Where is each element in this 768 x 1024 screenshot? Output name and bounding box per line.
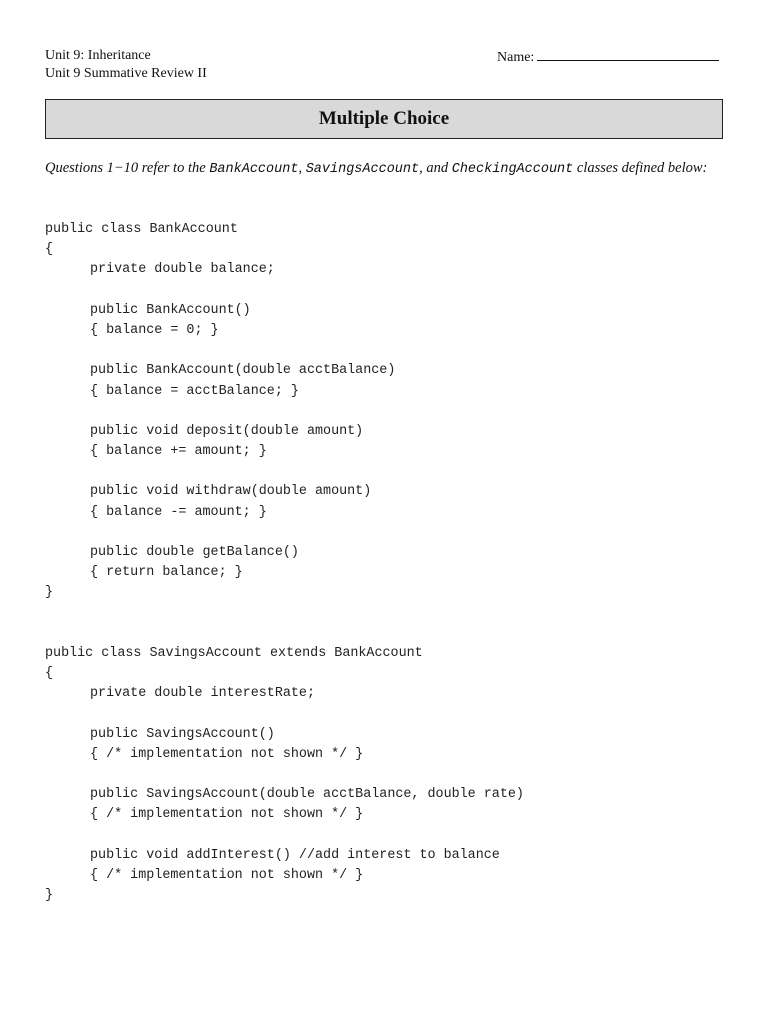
intro-paragraph — [45, 157, 725, 181]
code-line — [45, 341, 735, 361]
section-title: Multiple Choice — [318, 108, 450, 129]
code-line: { /* implementation not shown */ } — [90, 868, 364, 883]
code-line: private double balance; — [90, 262, 275, 278]
code-line: public BankAccount(double acctBalance) — [90, 363, 396, 379]
code-line: public BankAccount() — [90, 302, 251, 318]
code-line — [45, 604, 735, 624]
code-line: { balance += amount; } — [90, 444, 267, 460]
intro-class-checkingaccount: CheckingAccount — [451, 162, 574, 177]
code-line — [45, 705, 735, 725]
code-line — [45, 826, 735, 846]
code-line: { /* implementation not shown */ } — [90, 746, 364, 762]
code-line — [45, 523, 735, 543]
section-banner — [45, 99, 723, 139]
code-line: { balance = 0; } — [90, 322, 219, 338]
intro-class-savingsaccount: SavingsAccount — [305, 162, 420, 177]
code-line: public SavingsAccount(double acctBalance, double rate) — [90, 787, 524, 803]
code-line: public void deposit(double amount) — [90, 423, 364, 439]
code-line — [45, 402, 735, 422]
code-line — [45, 462, 735, 482]
review-title: Unit 9 Summative Review II — [45, 66, 207, 81]
intro-separator: , — [298, 160, 306, 176]
name-label: Name: — [497, 50, 535, 65]
document-header — [45, 47, 207, 83]
code-line — [45, 281, 735, 301]
code-line: public class SavingsAccount extends BankAccount — [45, 645, 423, 661]
code-line: { return balance; } — [90, 565, 243, 581]
code-line: { /* implementation not shown */ } — [90, 807, 364, 823]
code-line: public SavingsAccount() — [90, 726, 275, 742]
code-line: } — [45, 888, 54, 904]
code-line: private double interestRate; — [90, 686, 315, 702]
intro-prefix: Questions 1−10 refer to the — [45, 160, 210, 176]
intro-separator: , and — [419, 160, 452, 176]
intro-suffix: classes defined below: — [573, 160, 708, 176]
code-line: public void addInterest() //add interest to balance — [90, 847, 500, 863]
code-line: { — [45, 666, 54, 682]
code-line: { balance = acctBalance; } — [90, 383, 299, 399]
name-field — [497, 47, 719, 67]
code-line: public void withdraw(double amount) — [90, 484, 372, 500]
code-line: { — [45, 242, 54, 258]
code-line — [45, 765, 735, 785]
intro-class-bankaccount: BankAccount — [209, 162, 299, 177]
code-listing — [45, 220, 735, 906]
code-line: { balance -= amount; } — [90, 504, 267, 520]
code-line: public double getBalance() — [90, 545, 299, 560]
code-line: } — [45, 585, 54, 601]
code-line — [45, 624, 735, 644]
name-blank-line — [537, 47, 719, 61]
code-line: public class BankAccount — [45, 222, 238, 237]
unit-title: Unit 9: Inheritance — [45, 48, 151, 63]
